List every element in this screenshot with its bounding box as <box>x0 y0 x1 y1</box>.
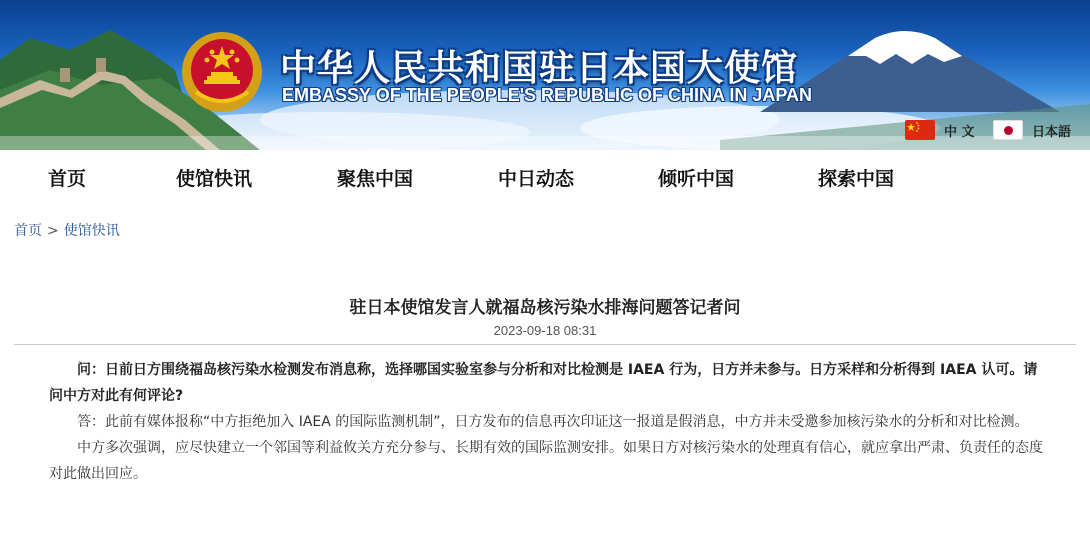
article-divider <box>14 344 1076 345</box>
article-body <box>49 357 1049 487</box>
nav-item-listen-china[interactable]: 倾听中国 <box>658 168 735 190</box>
breadcrumb-current-link[interactable]: 使馆快讯 <box>63 223 120 239</box>
article-question-paragraph: 问：日前日方围绕福岛核污染水检测发布消息称，选择哪国实验室参与分析和对比检测是 IAEA 行为，日方并未参与。日方采样和分析得到 IAEA 认可。请问中方对此有何评论? <box>49 362 1038 404</box>
nav-item-explore-china[interactable]: 探索中国 <box>818 168 895 190</box>
language-chinese-link[interactable] <box>905 119 975 141</box>
nav-item-embassy-news[interactable]: 使馆快讯 <box>176 168 253 190</box>
breadcrumb-separator: > <box>47 223 59 239</box>
language-japanese-link[interactable] <box>993 119 1071 141</box>
language-label-japanese: 日本語 <box>1032 124 1072 140</box>
site-banner <box>0 0 1090 150</box>
site-title-chinese: 中华人民共和国驻日本国大使馆 <box>280 48 799 89</box>
japan-flag-icon <box>993 120 1023 140</box>
article-answer-paragraph: 中方多次强调，应尽快建立一个邻国等利益攸关方充分参与、长期有效的国际监测安排。如果日方对核污染水的处理真有信心，就应拿出严肃、负责任的态度对此做出回应。 <box>49 440 1043 482</box>
nav-item-focus-china[interactable]: 聚焦中国 <box>337 168 414 190</box>
site-title-english: EMBASSY OF THE PEOPLE'S REPUBLIC OF CHINA IN JAPAN <box>282 85 813 105</box>
breadcrumb <box>14 220 120 240</box>
nav-item-china-japan[interactable]: 中日动态 <box>498 168 575 190</box>
nav-item-home[interactable]: 首页 <box>48 168 87 190</box>
language-label-chinese: 中 文 <box>944 124 975 140</box>
article-title: 驻日本使馆发言人就福岛核污染水排海问题答记者问 <box>349 298 741 318</box>
main-navigation <box>0 150 1090 202</box>
article-answer-paragraph: 答：此前有媒体报称“中方拒绝加入 IAEA 的国际监测机制”，日方发布的信息再次印证这一报道是假消息，中方并未受邀参加核污染水的分析和对比检测。 <box>77 414 1029 430</box>
china-flag-icon <box>905 120 935 140</box>
national-emblem-icon <box>180 30 264 114</box>
article-date: 2023-09-18 08:31 <box>493 323 597 338</box>
breadcrumb-home-link[interactable]: 首页 <box>14 223 42 239</box>
